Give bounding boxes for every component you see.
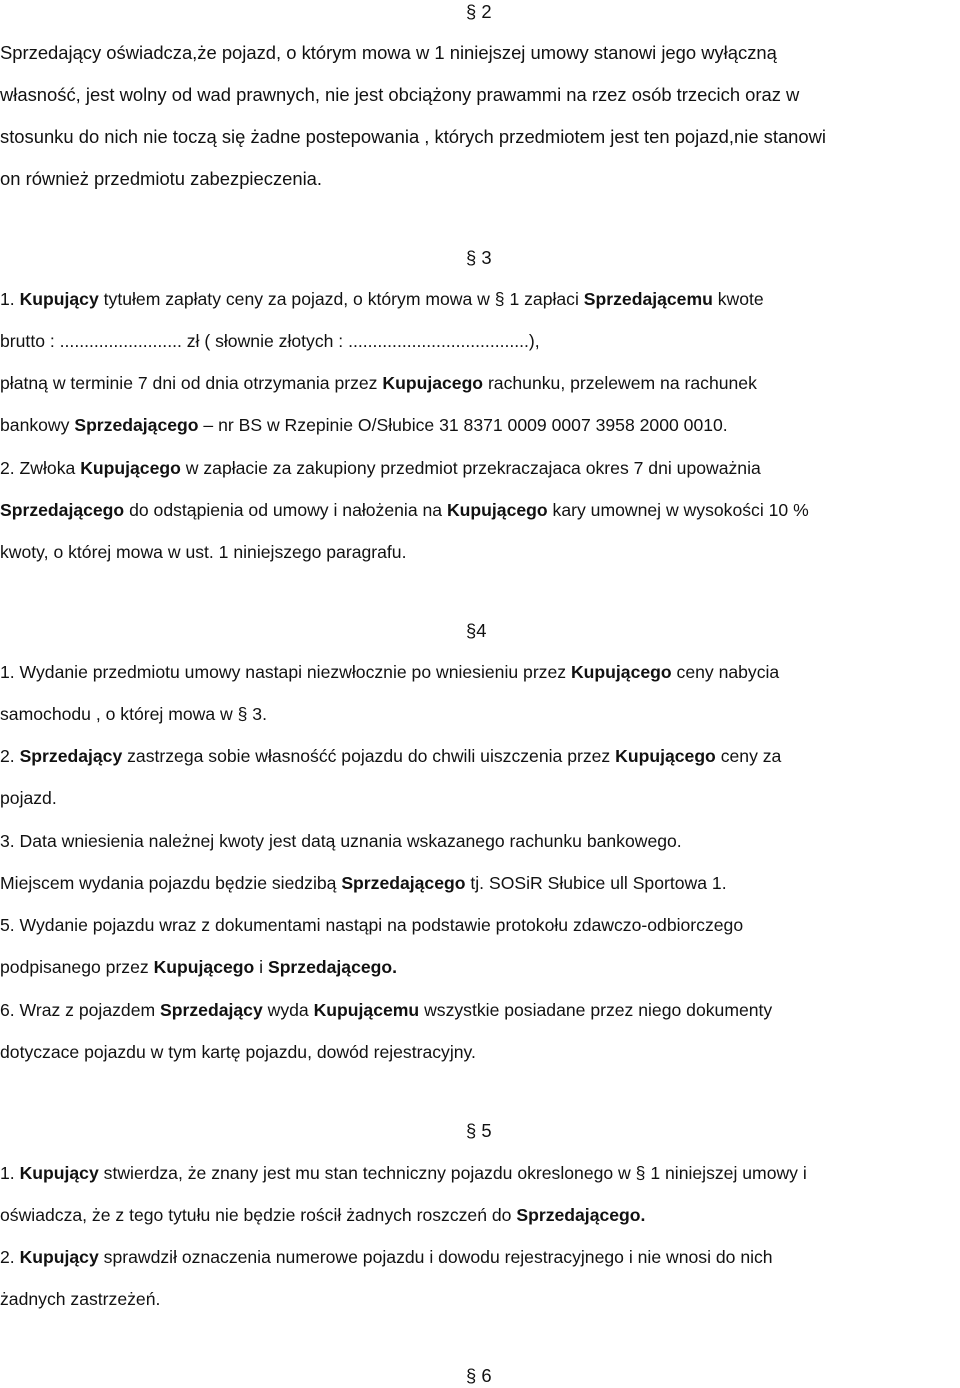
section-2-heading: § 2 [466, 1, 492, 22]
section-2-line-4: on również przedmiotu zabezpieczenia. [0, 168, 323, 189]
section-4-p6-line-2: dotyczace pojazdu w tym kartę pojazdu, dowód rejestracyjny. [0, 1042, 476, 1062]
section-3-p2-line-3: kwoty, o której mowa w ust. 1 niniejszego paragrafu. [0, 542, 407, 562]
section-2-line-2: własność, jest wolny od wad prawnych, nie jest obciążony prawammi na rzez osób trzecich oraz w [0, 84, 800, 105]
section-4-p6-line-1: 6. Wraz z pojazdem Sprzedający wyda Kupującemu wszystkie posiadane przez niego dokumenty [0, 1000, 773, 1020]
section-4-p5-line-2: podpisanego przez Kupującego i Sprzedającego. [0, 957, 398, 977]
section-5-p2-line-1: 2. Kupujący sprawdził oznaczenia numerowe pojazdu i dowodu rejestracyjnego i nie wnosi do nich [0, 1247, 773, 1267]
section-3-heading: § 3 [466, 247, 492, 268]
section-3-p2-line-1: 2. Zwłoka Kupującego w zapłacie za zakupiony przedmiot przekraczajaca okres 7 dni upoważnia [0, 458, 761, 478]
section-4-p5-line-1: 5. Wydanie pojazdu wraz z dokumentami nastąpi na podstawie protokołu zdawczo-odbiorczego [0, 915, 744, 935]
section-4-heading: §4 [466, 620, 487, 641]
section-4-p1-line-2: samochodu , o której mowa w § 3. [0, 704, 267, 724]
section-6-heading: § 6 [466, 1365, 492, 1386]
section-3-p2-line-2: Sprzedającego do odstąpienia od umowy i nałożenia na Kupującego kary umownej w wysokości 10 % [0, 500, 809, 520]
section-2-line-3: stosunku do nich nie toczą się żadne postepowania , których przedmiotem jest ten pojazd,nie stanowi [0, 126, 827, 147]
section-4-p2-line-2: pojazd. [0, 788, 57, 808]
section-5-p1-line-1: 1. Kupujący stwierdza, że znany jest mu stan techniczny pojazdu okreslonego w § 1 niniejszej umowy i [0, 1163, 807, 1183]
section-3-p1-line-2: brutto : ......................... zł ( słownie złotych : .....................................), [0, 331, 540, 351]
section-5-p1-line-2: oświadcza, że z tego tytułu nie będzie rościł żadnych roszczeń do Sprzedającego. [0, 1205, 646, 1225]
section-5-heading: § 5 [466, 1120, 492, 1141]
section-3-p1-line-1: 1. Kupujący tytułem zapłaty ceny za pojazd, o którym mowa w § 1 zapłaci Sprzedającemu kwote [0, 289, 764, 309]
section-4-p3-line-2: Miejscem wydania pojazdu będzie siedzibą Sprzedającego tj. SOSiR Słubice ull Sportowa 1. [0, 873, 727, 893]
section-4-p1-line-1: 1. Wydanie przedmiotu umowy nastapi niezwłocznie po wniesieniu przez Kupującego ceny nabycia [0, 662, 780, 682]
section-4-p3-line-1: 3. Data wniesienia należnej kwoty jest datą uznania wskazanego rachunku bankowego. [0, 831, 682, 851]
section-3-p1-line-4: bankowy Sprzedającego – nr BS w Rzepinie O/Słubice 31 8371 0009 0007 3958 2000 0010. [0, 415, 728, 435]
section-5-p2-line-2: żadnych zastrzeżeń. [0, 1289, 161, 1309]
section-2-line-1: Sprzedający oświadcza,że pojazd, o którym mowa w 1 niniejszej umowy stanowi jego wyłączną [0, 42, 777, 63]
section-4-p2-line-1: 2. Sprzedający zastrzega sobie własnośćć pojazdu do chwili uiszczenia przez Kupującego ceny za [0, 746, 782, 766]
section-3-p1-line-3: płatną w terminie 7 dni od dnia otrzymania przez Kupujacego rachunku, przelewem na rachunek [0, 373, 757, 393]
